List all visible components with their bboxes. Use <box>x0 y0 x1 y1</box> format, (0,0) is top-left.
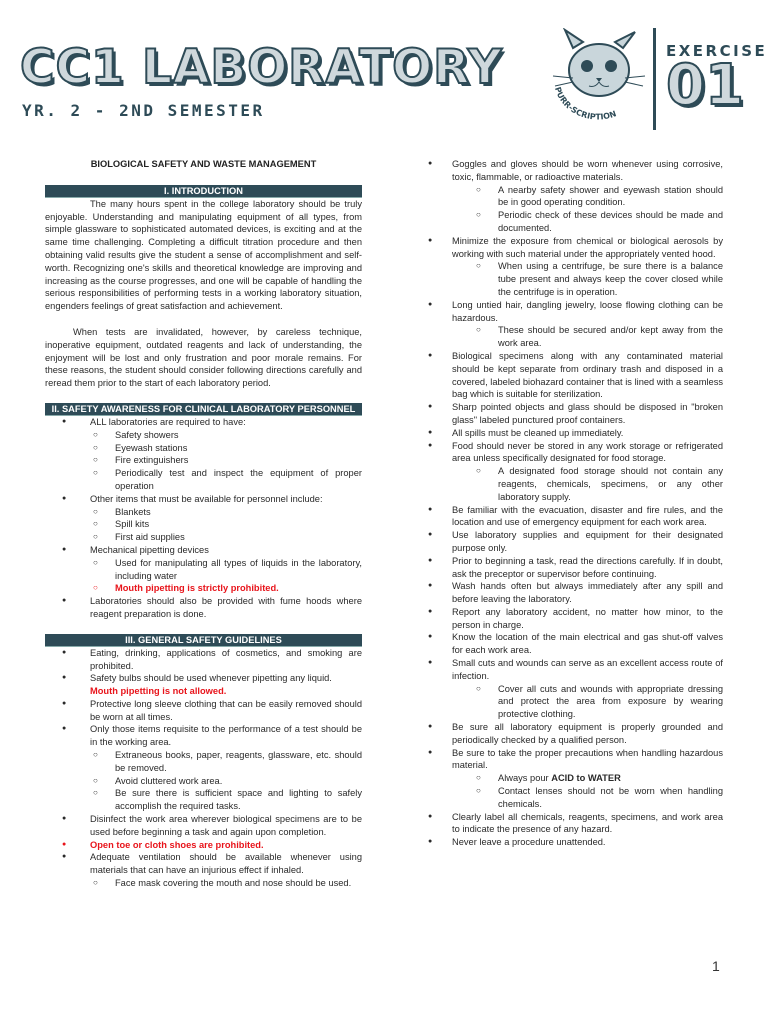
page-header-subtitle: YR. 2 - 2ND SEMESTER <box>22 101 265 120</box>
page-number: 1 <box>712 958 720 974</box>
list-item: ○ These should be secured and/or kept away from the work area. <box>428 324 723 350</box>
list-item: ○ Spill kits <box>45 518 362 531</box>
list-item: ● Only those items requisite to the performance of a test should be in the working area. <box>45 723 362 749</box>
list-item: ○ Extraneous books, paper, reagents, glassware, etc. should be removed. <box>45 749 362 775</box>
list-item: ● Protective long sleeve clothing that can be easily removed should be worn at all times. <box>45 698 362 724</box>
list-item: ○ Blankets <box>45 506 362 519</box>
warning-item: ● Open toe or cloth shoes are prohibited. <box>45 839 362 852</box>
list-item: ● Be sure to take the proper precautions when handling hazardous material. <box>428 747 723 773</box>
list-item: ● Be sure all laboratory equipment is properly grounded and periodically checked by a qualified person. <box>428 721 723 747</box>
left-column <box>45 158 362 890</box>
list-item: ● Be familiar with the evacuation, disaster and fire rules, and the location and use of emergency equipment for each work area. <box>428 504 723 530</box>
list-item: ● Prior to beginning a task, read the directions carefully. If in doubt, ask the preceptor or supervisor before continuing. <box>428 555 723 581</box>
document-title: BIOLOGICAL SAFETY AND WASTE MANAGEMENT <box>90 159 317 169</box>
list-item: ○ Face mask covering the mouth and nose should be used. <box>45 877 362 890</box>
list-item: ● Goggles and gloves should be worn whenever using corrosive, toxic, flammable, or radioactive materials. <box>428 158 723 184</box>
list-item <box>45 672 362 698</box>
list-item-text: Always pour <box>498 773 552 784</box>
list-item: ● Report any laboratory accident, no matter how minor, to the person in charge. <box>428 606 723 632</box>
list-item-text: Safety bulbs should be used whenever pipetting any liquid. <box>90 673 332 684</box>
list-item: ● Other items that must be available for personnel include: <box>45 493 362 506</box>
list-item: ● Small cuts and wounds can serve as an excellent access route of infection. <box>428 657 723 683</box>
page-header-title: CC1 LABORATORY <box>20 40 503 95</box>
section-heading-general-safety: III. GENERAL SAFETY GUIDELINES <box>45 634 362 647</box>
list-item <box>428 772 723 785</box>
list-item: ○ A designated food storage should not contain any reagents, chemicals, specimens, or any other laboratory supply. <box>428 465 723 503</box>
list-item: ● Long untied hair, dangling jewelry, loose flowing clothing can be hazardous. <box>428 299 723 325</box>
list-item: ● Food should never be stored in any work storage or refrigerated area unless specifically designated for food storage. <box>428 440 723 466</box>
list-item: ● Clearly label all chemicals, reagents, specimens, and work area to indicate the presence of any hazard. <box>428 811 723 837</box>
general-safety-list-continued <box>428 158 723 849</box>
list-item: ● Eating, drinking, applications of cosmetics, and smoking are prohibited. <box>45 647 362 673</box>
list-item: ○ Be sure there is sufficient space and lighting to safely accomplish the required tasks. <box>45 787 362 813</box>
list-item: ○ Periodically test and inspect the equipment of proper operation <box>45 467 362 493</box>
list-item: ● Laboratories should also be provided with fume hoods where reagent preparation is done. <box>45 595 362 621</box>
list-item: ● All spills must be cleaned up immediately. <box>428 427 723 440</box>
list-item: ● Biological specimens along with any contaminated material should be kept separate from ordinary trash and disposed in a covered, labeled biohazard container that is lined with a seamless bag which is suitable for sterilization. <box>428 350 723 401</box>
exercise-label: EXERCISE <box>666 42 768 60</box>
list-item: ● Never leave a procedure unattended. <box>428 836 723 849</box>
list-item: ○ Eyewash stations <box>45 442 362 455</box>
safety-awareness-list <box>45 416 362 621</box>
list-item: ● Know the location of the main electrical and gas shut-off valves for each work area. <box>428 631 723 657</box>
intro-paragraph-1: The many hours spent in the college laboratory should be truly enjoyable. Understanding and manipulating equipment of all types, from simple glassware to sophisticated automated devices, is exciting and at the same time challenging. Completing a difficult titration procedure and then obtaining valid results give the student a sense of accomplishment and self-worth. Recognizing one's skills and theoretical knowledge are improving and increasing as the course progresses, and one will be capable of handling the serious responsibilities of performing tests in a working laboratory situation, engenders feelings of great satisfaction and achievement. <box>45 198 362 312</box>
warning-item: ○ Mouth pipetting is strictly prohibited. <box>45 582 362 595</box>
list-item: ○ Fire extinguishers <box>45 454 362 467</box>
section-heading-safety-awareness: II. SAFETY AWARENESS FOR CLINICAL LABORATORY PERSONNEL <box>45 403 362 416</box>
list-item: ○ Cover all cuts and wounds with appropriate dressing and protect the area from exposure by wearing protective clothing. <box>428 683 723 721</box>
list-item: ● Use laboratory supplies and equipment for their designated purpose only. <box>428 529 723 555</box>
warning-text: Mouth pipetting is not allowed. <box>90 686 227 697</box>
list-item: ○ A nearby safety shower and eyewash station should be in good operating condition. <box>428 184 723 210</box>
intro-paragraph-2: When tests are invalidated, however, by careless technique, inoperative equipment, outdated reagents and lack of understanding, the enjoyment will be lost and only frustration and poor morale remains. For these reasons, the student should consider following directions carefully and reread them prior to the start of each laboratory period. <box>45 326 362 389</box>
header-divider <box>653 28 656 130</box>
list-item: ○ Safety showers <box>45 429 362 442</box>
cat-logo-icon <box>543 28 653 128</box>
list-item: ● Disinfect the work area wherever biological specimens are to be used before beginning a task and again upon completion. <box>45 813 362 839</box>
list-item: ● Minimize the exposure from chemical or biological aerosols by working with such material under the appropriately vented hood. <box>428 235 723 261</box>
list-item: ○ First aid supplies <box>45 531 362 544</box>
list-item: ○ Periodic check of these devices should be made and documented. <box>428 209 723 235</box>
list-item: ● Adequate ventilation should be available whenever using materials that can have an injurious effect if inhaled. <box>45 851 362 877</box>
list-item: ○ Avoid cluttered work area. <box>45 775 362 788</box>
exercise-number: 01 <box>666 53 744 118</box>
general-safety-list <box>45 647 362 890</box>
list-item: ● Sharp pointed objects and glass should be disposed in "broken glass" labeled punctured proof containers. <box>428 401 723 427</box>
list-item: ○ Contact lenses should not be worn when handling chemicals. <box>428 785 723 811</box>
right-column <box>428 158 723 849</box>
section-heading-introduction: I. INTRODUCTION <box>45 185 362 198</box>
list-item: ○ When using a centrifuge, be sure there is a balance tube present and always keep the cover closed while the centrifuge is in operation. <box>428 260 723 298</box>
list-item: ● Wash hands often but always immediately after any spill and before leaving the laboratory. <box>428 580 723 606</box>
list-item: ● ALL laboratories are required to have: <box>45 416 362 429</box>
logo-text: PURR-SCRIPTION <box>552 85 618 122</box>
list-item: ● Mechanical pipetting devices <box>45 544 362 557</box>
emphasis-text: ACID to WATER <box>551 773 621 784</box>
list-item: ○ Used for manipulating all types of liquids in the laboratory, including water <box>45 557 362 583</box>
